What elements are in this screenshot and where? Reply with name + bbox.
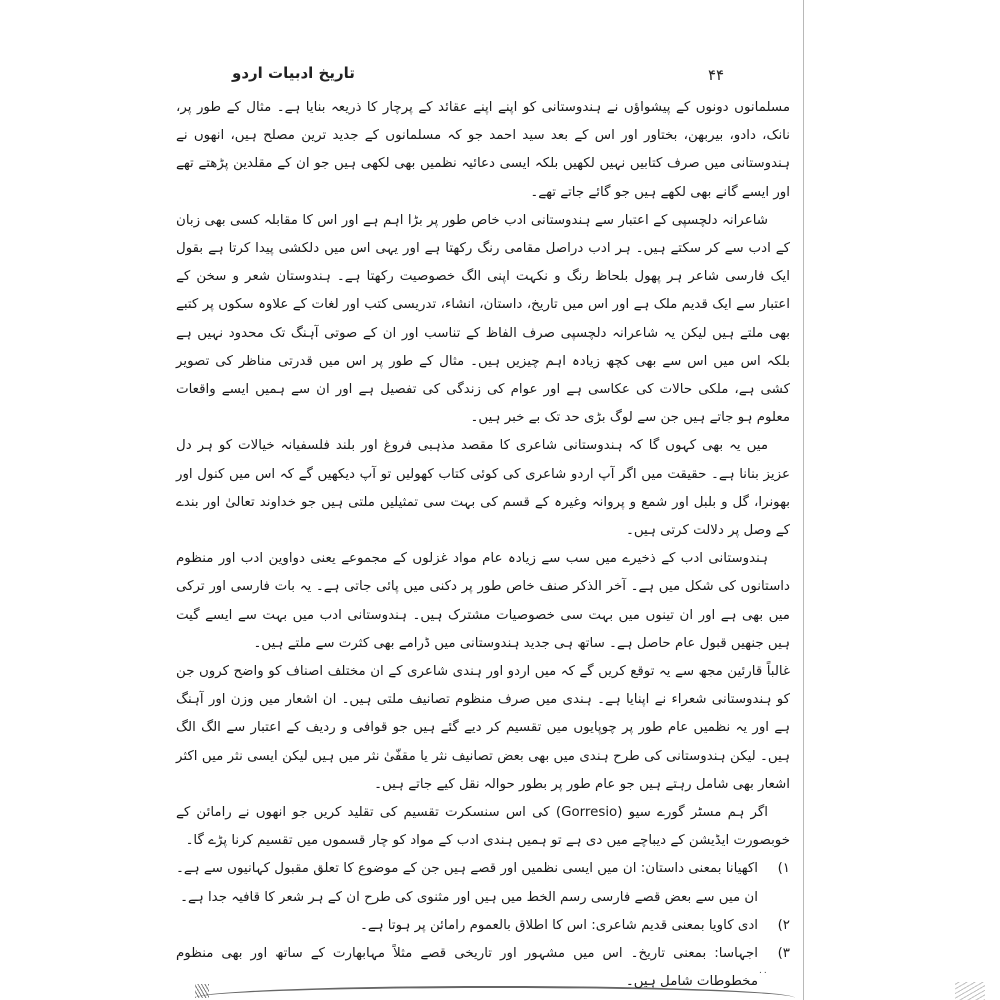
paragraph-4: ہندوستانی ادب کے ذخیرے میں سب سے زیادہ عام مواد غزلوں کے مجموعے یعنی دواوین ادب اور منظوم داستانوں کی شکل میں ہے۔ آخر الذکر صنف خاص طور پر دکنی میں پائی جاتی ہے۔ یہ بات فارسی اور ترکی میں بھی ہے اور ان تینوں میں بہت سی خصوصیات مشترک ہیں۔ ہندوستانی ادب میں بہت سے ایسے گیت ہیں جنھیں قبول عام حاصل ہے۔ ساتھ ہی جدید ہندوستانی میں ڈرامے بھی کثرت سے ملتے ہیں۔	[176, 551, 790, 651]
running-header-book-title: تاریخ ادبیات اردو	[232, 64, 355, 82]
list-marker: ۱)	[777, 861, 790, 877]
list-item-2	[176, 912, 790, 940]
list-item-text: اکھیانا بمعنی داستان: ان میں ایسی نظمیں اور قصے ہیں جن کے موضوع کا تعلق مقبول کہانیوں سے ہے۔ ان میں سے بعض قصے فارسی رسم الخط میں ہیں اور مثنوی کی طرح ان کے ہر شعر کا قافیہ جدا ہے۔	[176, 861, 758, 905]
list-marker: ۲)	[777, 917, 790, 933]
scan-artifact-hatch	[195, 984, 209, 998]
footer-mark: ٠٠	[758, 968, 768, 978]
body-text	[176, 94, 790, 997]
paragraph-2: شاعرانہ دلچسپی کے اعتبار سے ہندوستانی ادب خاص طور پر بڑا اہم ہے اور اس کا مقابلہ کسی بھی زبان کے ادب سے کر سکتے ہیں۔ ہر ادب دراصل مقامی رنگ رکھتا ہے اور یہی اس میں دلکشی پیدا کرتا ہے بقول ایک فارسی شاعر ہر پھول بلحاظ رنگ و نکہت اپنی الگ خصوصیت رکھتا ہے۔ ہندوستان شعر و سخن کے اعتبار سے ایک قدیم ملک ہے اور اس میں تاریخ، داستان، انشاء، تدریسی کتب اور لغات کے علاوہ سکوں پر کتبے بھی ملتے ہیں لیکن یہ شاعرانہ دلچسپی صرف الفاظ کے تناسب اور ان کے صوتی آہنگ تک محدود نہیں ہے بلکہ اس میں اس سے بھی کچھ زیادہ اہم چیزیں ہیں۔ مثال کے طور پر اس میں قدرتی مناظر کی تصویر کشی ہے، ملکی حالات کی عکاسی ہے اور عوام کی زندگی کی تفصیل ہے اور ان سے ہمیں ایسے واقعات معلوم ہو جاتے ہیں جن سے لوگ بڑی حد تک بے خبر ہیں۔	[176, 212, 790, 426]
paragraph-3: میں یہ بھی کہوں گا کہ ہندوستانی شاعری کا مقصد مذہبی فروغ اور بلند فلسفیانہ خیالات کو ہر دل عزیز بنانا ہے۔ حقیقت میں اگر آپ اردو شاعری کی کوئی کتاب کھولیں تو آپ دیکھیں گے کہ اس میں کنول اور بھونرا، گل و بلبل اور شمع و پروانہ وغیرہ کے قسم کی بہت سی تمثیلیں ملتی ہیں جو خداوند تعالیٰ اور بندے کے وصل پر دلالت کرتی ہیں۔	[176, 438, 790, 539]
list-item-text: اجہاسا: بمعنی تاریخ۔ اس میں مشہور اور تاریخی قصے مثلاً مہابھارت کے ساتھ اور بھی منظوم مخطوطات شامل ہیں۔	[176, 946, 758, 990]
page-number: ۴۴	[708, 66, 725, 84]
list-marker: ۳)	[777, 946, 790, 962]
paragraph-1: مسلمانوں دونوں کے پیشواؤں نے ہندوستانی کو اپنے اپنے عقائد کے پرچار کا ذریعہ بنایا ہے۔ مثال کے طور پر، نانک، دادو، بیربھن، بختاور اور اس کے بعد سید احمد جو کہ مسلمانوں کے جدید ترین مصلح ہیں، انھوں نے ہندوستانی میں صرف کتابیں نہیں لکھیں بلکہ ایسی دعائیہ نظمیں بھی لکھی ہیں جو ان کے مقلدین پڑھتے تھے اور ایسے گانے بھی لکھے ہیں جو گائے جاتے تھے۔	[176, 100, 790, 200]
paragraph-5: غالباً قارئین مجھ سے یہ توقع کریں گے کہ میں اردو اور ہندی شاعری کے ان مختلف اصناف کو واضح کروں جن کو ہندوستانی شعراء نے اپنایا ہے۔ ہندی میں صرف منظوم تصانیف ملتی ہیں۔ ان اشعار میں وزن اور آہنگ ہے اور یہ نظمیں عام طور پر چوپایوں میں تقسیم کر دیے گئے ہیں جو قوافی و ردیف کے اعتبار سے الگ الگ ہیں۔ لیکن ہندوستانی کی طرح ہندی میں بھی بعض تصانیف نثر یا مقفّیٰ نثر میں ہیں لیکن ایسی نثر میں اکثر اشعار بھی شامل رہتے ہیں جو عام طور پر بطور حوالہ نقل کیے جاتے ہیں۔	[176, 664, 790, 792]
scan-artifact-corner	[955, 982, 985, 1000]
list-item-text: ادی کاویا بمعنی قدیم شاعری: اس کا اطلاق بالعموم رامائن پر ہوتا ہے۔	[360, 917, 758, 933]
page-edge-line	[803, 0, 804, 1000]
list-item-1	[176, 855, 790, 911]
paragraph-6: اگر ہم مسٹر گورے سیو (Gorresio) کی اس سنسکرت تقسیم کی تقلید کریں جو انھوں نے رامائن کے خوبصورت ایڈیشن کے دیباچے میں دی ہے تو ہمیں ہندی ادب کے مواد کو چار قسموں میں تقسیم کرنا پڑے گا۔	[176, 805, 790, 849]
